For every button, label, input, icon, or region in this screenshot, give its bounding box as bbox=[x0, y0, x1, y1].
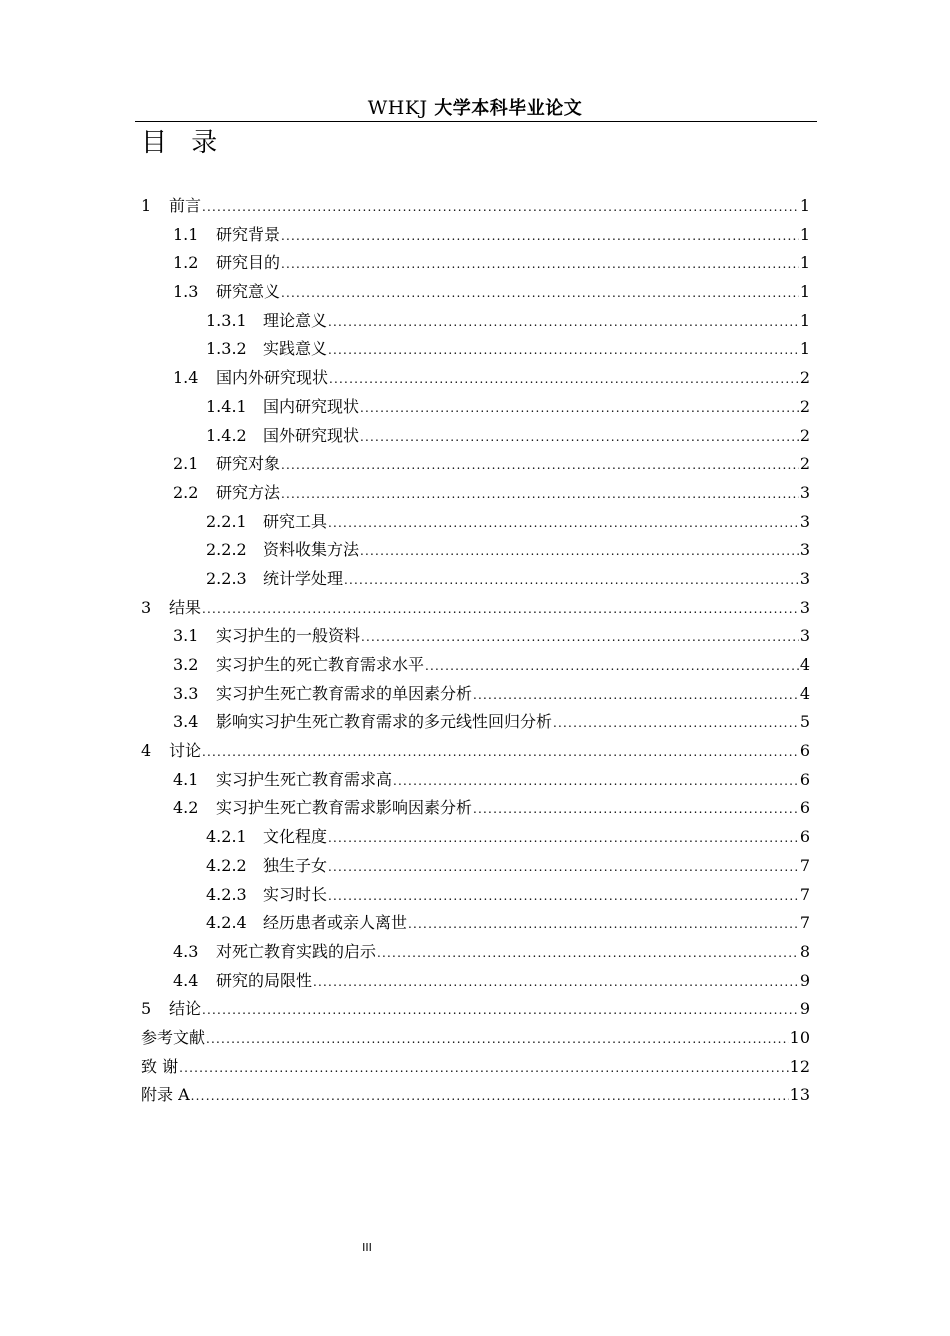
toc-entry-title: 实习护生死亡教育需求的单因素分析 bbox=[216, 683, 473, 703]
toc-entry[interactable] bbox=[141, 938, 810, 967]
dot-leader bbox=[344, 566, 799, 595]
toc-entry[interactable] bbox=[141, 967, 810, 996]
dot-leader bbox=[329, 365, 799, 394]
toc-entry-number: 1.1 bbox=[173, 224, 199, 244]
toc-entry-page: 1 bbox=[799, 310, 810, 330]
toc-entry-title: 实习护生的死亡教育需求水平 bbox=[216, 655, 425, 674]
toc-entry-title: 研究目的 bbox=[216, 253, 281, 273]
toc-entry-number: 1.3 bbox=[173, 282, 199, 302]
dot-leader bbox=[473, 681, 799, 710]
toc-entry-title: 研究工具 bbox=[263, 511, 328, 531]
header-prefix: WHKJ bbox=[367, 97, 428, 119]
toc-entry-number: 1.2 bbox=[173, 253, 199, 273]
toc-entry-title: 经历患者或亲人离世 bbox=[263, 913, 408, 933]
toc-entry-number: 3.1 bbox=[173, 626, 199, 646]
toc-entry-page: 6 bbox=[799, 741, 810, 761]
toc-entry-page: 3 bbox=[799, 626, 810, 646]
toc-entry[interactable] bbox=[141, 335, 810, 364]
dot-leader bbox=[361, 623, 799, 652]
toc-entry-number: 4 bbox=[141, 741, 152, 761]
toc-entry-page: 1 bbox=[799, 196, 810, 215]
toc-entry-number: 5 bbox=[141, 999, 152, 1019]
toc-entry-page: 13 bbox=[789, 1085, 810, 1105]
toc-entry-page: 4 bbox=[799, 655, 810, 674]
toc-entry[interactable] bbox=[141, 508, 810, 537]
dot-leader bbox=[202, 996, 799, 1025]
toc-entry-page: 12 bbox=[789, 1056, 810, 1076]
toc-entry-title: 讨论 bbox=[169, 741, 202, 761]
toc-entry-page: 10 bbox=[789, 1027, 810, 1047]
toc-entry-title: 致 谢 bbox=[141, 1056, 179, 1076]
toc-entry-page: 8 bbox=[799, 941, 810, 961]
running-header bbox=[0, 94, 950, 120]
toc-entry-number: 1.4.2 bbox=[206, 425, 247, 445]
toc-entry-number: 4.1 bbox=[173, 769, 199, 789]
header-title: 大学本科毕业论文 bbox=[434, 98, 583, 119]
toc-entry[interactable] bbox=[141, 651, 810, 680]
toc-entry[interactable] bbox=[141, 565, 810, 594]
toc-entry-number: 3.4 bbox=[173, 712, 199, 732]
toc-entry-title: 结果 bbox=[169, 597, 202, 617]
dot-leader bbox=[328, 853, 799, 882]
toc-entry[interactable] bbox=[141, 594, 810, 623]
toc-entry-number: 4.2 bbox=[173, 798, 199, 818]
dot-leader bbox=[281, 222, 799, 251]
toc-entry-title: 前言 bbox=[169, 196, 202, 215]
toc-entry[interactable] bbox=[141, 450, 810, 479]
toc-list bbox=[141, 192, 810, 1110]
toc-entry-title: 国外研究现状 bbox=[263, 425, 360, 445]
toc-entry-page: 7 bbox=[799, 884, 810, 904]
toc-entry-page: 1 bbox=[799, 253, 810, 273]
toc-entry[interactable] bbox=[141, 995, 810, 1024]
toc-entry-page: 1 bbox=[799, 224, 810, 244]
toc-entry-page: 2 bbox=[799, 454, 810, 474]
toc-entry-number: 4.2.4 bbox=[206, 913, 247, 933]
toc-entry[interactable] bbox=[141, 881, 810, 910]
dot-leader bbox=[360, 394, 799, 423]
toc-entry[interactable] bbox=[141, 708, 810, 737]
toc-entry-title: 统计学处理 bbox=[263, 568, 344, 588]
toc-entry-page: 5 bbox=[799, 712, 810, 732]
dot-leader bbox=[425, 652, 799, 681]
toc-entry[interactable] bbox=[141, 192, 810, 221]
toc-title: 目 录 bbox=[141, 128, 226, 158]
dot-leader bbox=[360, 423, 799, 452]
toc-entry-page: 9 bbox=[799, 970, 810, 990]
toc-entry[interactable] bbox=[141, 278, 810, 307]
toc-entry-page: 7 bbox=[799, 855, 810, 875]
dot-leader bbox=[553, 709, 799, 738]
toc-entry-page: 2 bbox=[799, 368, 810, 388]
toc-entry[interactable] bbox=[141, 249, 810, 278]
dot-leader bbox=[473, 795, 799, 824]
dot-leader bbox=[281, 279, 799, 308]
toc-entry[interactable] bbox=[141, 794, 810, 823]
dot-leader bbox=[179, 1054, 789, 1083]
toc-entry-number: 1.4 bbox=[173, 368, 199, 388]
toc-entry-title: 实习护生死亡教育需求影响因素分析 bbox=[216, 798, 473, 818]
toc-entry-number: 2.2.1 bbox=[206, 511, 247, 531]
toc-entry-title: 附录 A bbox=[141, 1085, 190, 1105]
dot-leader bbox=[408, 910, 799, 939]
toc-entry-number: 2.2.2 bbox=[206, 540, 247, 560]
toc-entry[interactable] bbox=[141, 622, 810, 651]
toc-entry[interactable] bbox=[141, 823, 810, 852]
toc-entry-number: 1 bbox=[141, 196, 152, 215]
toc-entry-title: 实习时长 bbox=[263, 884, 328, 904]
toc-entry-number: 4.3 bbox=[173, 941, 199, 961]
dot-leader bbox=[393, 767, 799, 796]
dot-leader bbox=[360, 537, 799, 566]
dot-leader bbox=[377, 939, 799, 968]
toc-entry-number: 1.3.2 bbox=[206, 339, 247, 359]
toc-entry-page: 1 bbox=[799, 339, 810, 359]
dot-leader bbox=[328, 882, 799, 911]
dot-leader bbox=[206, 1025, 789, 1054]
toc-entry-number: 4.2.1 bbox=[206, 827, 247, 847]
toc-entry-number: 4.4 bbox=[173, 970, 199, 990]
toc-entry[interactable] bbox=[141, 680, 810, 709]
dot-leader bbox=[281, 480, 799, 509]
toc-entry-title: 研究对象 bbox=[216, 454, 281, 474]
toc-entry-title: 研究背景 bbox=[216, 224, 281, 244]
toc-entry-title: 理论意义 bbox=[263, 310, 328, 330]
toc-entry-number: 3.2 bbox=[173, 655, 199, 674]
dot-leader bbox=[328, 336, 799, 365]
toc-entry-title: 资料收集方法 bbox=[263, 540, 360, 560]
toc-entry[interactable] bbox=[141, 909, 810, 938]
toc-entry-title: 实习护生死亡教育需求高 bbox=[216, 769, 393, 789]
toc-entry-title: 研究方法 bbox=[216, 482, 281, 502]
toc-entry-title: 影响实习护生死亡教育需求的多元线性回归分析 bbox=[216, 712, 553, 732]
toc-entry[interactable] bbox=[141, 1053, 810, 1082]
toc-entry-page: 1 bbox=[799, 282, 810, 302]
toc-entry-title: 独生子女 bbox=[263, 855, 328, 875]
toc-entry-number: 2.2 bbox=[173, 482, 199, 502]
toc-entry-title: 研究的局限性 bbox=[216, 970, 313, 990]
page-number: III bbox=[362, 1241, 372, 1254]
toc-entry-page: 2 bbox=[799, 425, 810, 445]
toc-entry-number: 3.3 bbox=[173, 683, 199, 703]
toc-entry-page: 3 bbox=[799, 540, 810, 560]
toc-entry[interactable] bbox=[141, 221, 810, 250]
toc-entry[interactable] bbox=[141, 479, 810, 508]
dot-leader bbox=[328, 308, 799, 337]
toc-entry-page: 6 bbox=[799, 827, 810, 847]
toc-entry[interactable] bbox=[141, 393, 810, 422]
toc-entry-title: 国内研究现状 bbox=[263, 396, 360, 416]
toc-entry-number: 4.2.2 bbox=[206, 855, 247, 875]
dot-leader bbox=[191, 1082, 789, 1111]
toc-entry-number: 2.2.3 bbox=[206, 568, 247, 588]
toc-entry-title: 研究意义 bbox=[216, 282, 281, 302]
dot-leader bbox=[202, 193, 799, 222]
toc-entry[interactable] bbox=[141, 1024, 810, 1053]
toc-entry-page: 6 bbox=[799, 769, 810, 789]
toc-entry-title: 参考文献 bbox=[141, 1027, 206, 1047]
toc-entry-page: 4 bbox=[799, 683, 810, 703]
toc-entry-title: 结论 bbox=[169, 999, 202, 1019]
toc-entry-page: 7 bbox=[799, 913, 810, 933]
dot-leader bbox=[328, 509, 799, 538]
toc-entry-page: 6 bbox=[799, 798, 810, 818]
toc-entry-number: 1.4.1 bbox=[206, 396, 247, 416]
dot-leader bbox=[281, 250, 799, 279]
toc-entry-page: 3 bbox=[799, 482, 810, 502]
toc-entry-page: 3 bbox=[799, 511, 810, 531]
toc-entry-title: 实习护生的一般资料 bbox=[216, 626, 361, 646]
toc-entry-title: 文化程度 bbox=[263, 827, 328, 847]
header-rule bbox=[135, 121, 817, 122]
toc-entry-page: 2 bbox=[799, 396, 810, 416]
dot-leader bbox=[202, 595, 799, 624]
dot-leader bbox=[281, 451, 799, 480]
toc-entry-number: 4.2.3 bbox=[206, 884, 247, 904]
toc-entry-page: 3 bbox=[799, 568, 810, 588]
toc-entry-title: 国内外研究现状 bbox=[216, 368, 329, 388]
toc-entry[interactable] bbox=[141, 737, 810, 766]
toc-entry-title: 对死亡教育实践的启示 bbox=[216, 941, 377, 961]
toc-entry-number: 2.1 bbox=[173, 454, 199, 474]
toc-entry[interactable] bbox=[141, 364, 810, 393]
toc-entry[interactable] bbox=[141, 852, 810, 881]
toc-entry[interactable] bbox=[141, 766, 810, 795]
toc-entry-number: 1.3.1 bbox=[206, 310, 247, 330]
toc-entry-page: 3 bbox=[799, 597, 810, 617]
dot-leader bbox=[313, 968, 799, 997]
toc-entry-page: 9 bbox=[799, 999, 810, 1019]
toc-entry[interactable] bbox=[141, 536, 810, 565]
toc-entry[interactable] bbox=[141, 1081, 810, 1110]
toc-entry[interactable] bbox=[141, 307, 810, 336]
dot-leader bbox=[328, 824, 799, 853]
toc-entry-number: 3 bbox=[141, 597, 152, 617]
dot-leader bbox=[202, 738, 799, 767]
toc-entry-title: 实践意义 bbox=[263, 339, 328, 359]
toc-entry[interactable] bbox=[141, 422, 810, 451]
